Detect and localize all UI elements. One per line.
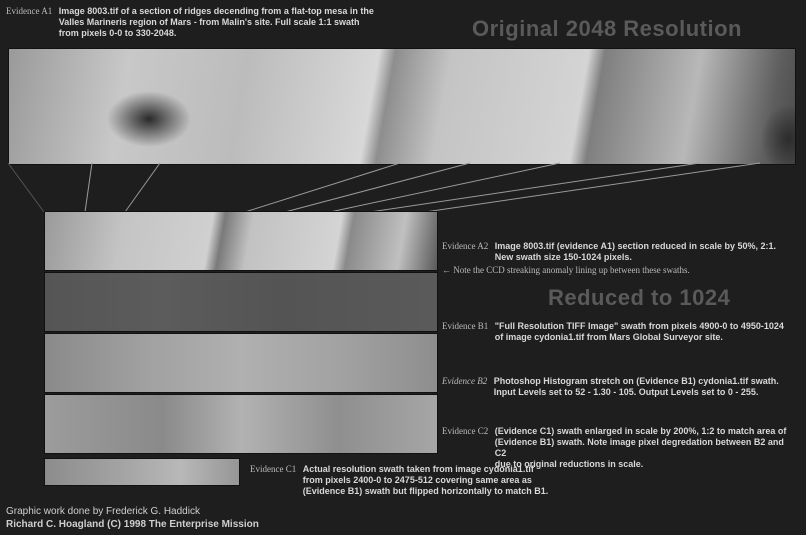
evidence-c1-caption [250, 464, 580, 497]
evidence-b1-line1: "Full Resolution TIFF Image" swath from pixels 4900-0 to 4950-1024 [494, 321, 784, 331]
evidence-c2-label: Evidence C2 [442, 426, 489, 436]
credits [6, 505, 259, 531]
evidence-c2-line3: due to original reductions in scale. [494, 459, 644, 469]
evidence-b2-line2: Input Levels set to 52 - 1.30 - 105. Output Levels set to 0 - 255. [493, 387, 759, 397]
credits-line1: Graphic work done by Frederick G. Haddick [6, 506, 200, 517]
evidence-a2-swath-image [44, 211, 438, 271]
top-caption-line1: Image 8003.tif of a section of ridges decending from a flat-top mesa in the [58, 6, 374, 16]
evidence-b1-caption [442, 321, 802, 343]
evidence-c2-line1: (Evidence C1) swath enlarged in scale by 200%, 1:2 to match area of [494, 426, 787, 436]
evidence-c1-line1: Actual resolution swath taken from image cydonia1.tif [302, 464, 534, 474]
evidence-b2-label: Evidence B2 [442, 376, 488, 386]
title-original: Original 2048 Resolution [472, 16, 742, 41]
top-caption-line2: Valles Marineris region of Mars - from Malin's site. Full scale 1:1 swath [58, 17, 360, 27]
evidence-b2-caption [442, 376, 802, 398]
ccd-note: ← Note the CCD streaking anomaly lining up between these swaths. [442, 265, 690, 275]
evidence-b1-swath-image [44, 272, 438, 332]
evidence-c2-swath-image [44, 394, 438, 454]
evidence-b1-label: Evidence B1 [442, 321, 489, 331]
top-caption-line3: from pixels 0-0 to 330-2048. [58, 28, 177, 38]
evidence-b1-line2: of image cydonia1.tif from Mars Global Surveyor site. [494, 332, 723, 342]
evidence-b2-swath-image [44, 333, 438, 393]
title-reduced: Reduced to 1024 [548, 285, 731, 310]
evidence-a1-label: Evidence A1 [6, 6, 53, 16]
evidence-b2-line1: Photoshop Histogram stretch on (Evidence B1) cydonia1.tif swath. [493, 376, 779, 386]
evidence-a2-caption [442, 241, 802, 263]
evidence-a2-line1: Image 8003.tif (evidence A1) section reduced in scale by 50%, 2:1. [494, 241, 777, 251]
evidence-c2-line2: (Evidence B1) swath. Note image pixel degredation between B2 and C2 [494, 437, 784, 458]
evidence-a2-line2: New swath size 150-1024 pixels. [494, 252, 632, 262]
evidence-c1-line2: from pixels 2400-0 to 2475-512 covering same area as [302, 475, 532, 485]
credits-line2: Richard C. Hoagland (C) 1998 The Enterprise Mission [6, 519, 259, 530]
evidence-a2-label: Evidence A2 [442, 241, 489, 251]
evidence-c1-label: Evidence C1 [250, 464, 297, 474]
evidence-c1-swath-image [44, 458, 240, 486]
evidence-c1-line3: (Evidence B1) swath but flipped horizontally to match B1. [302, 486, 549, 496]
